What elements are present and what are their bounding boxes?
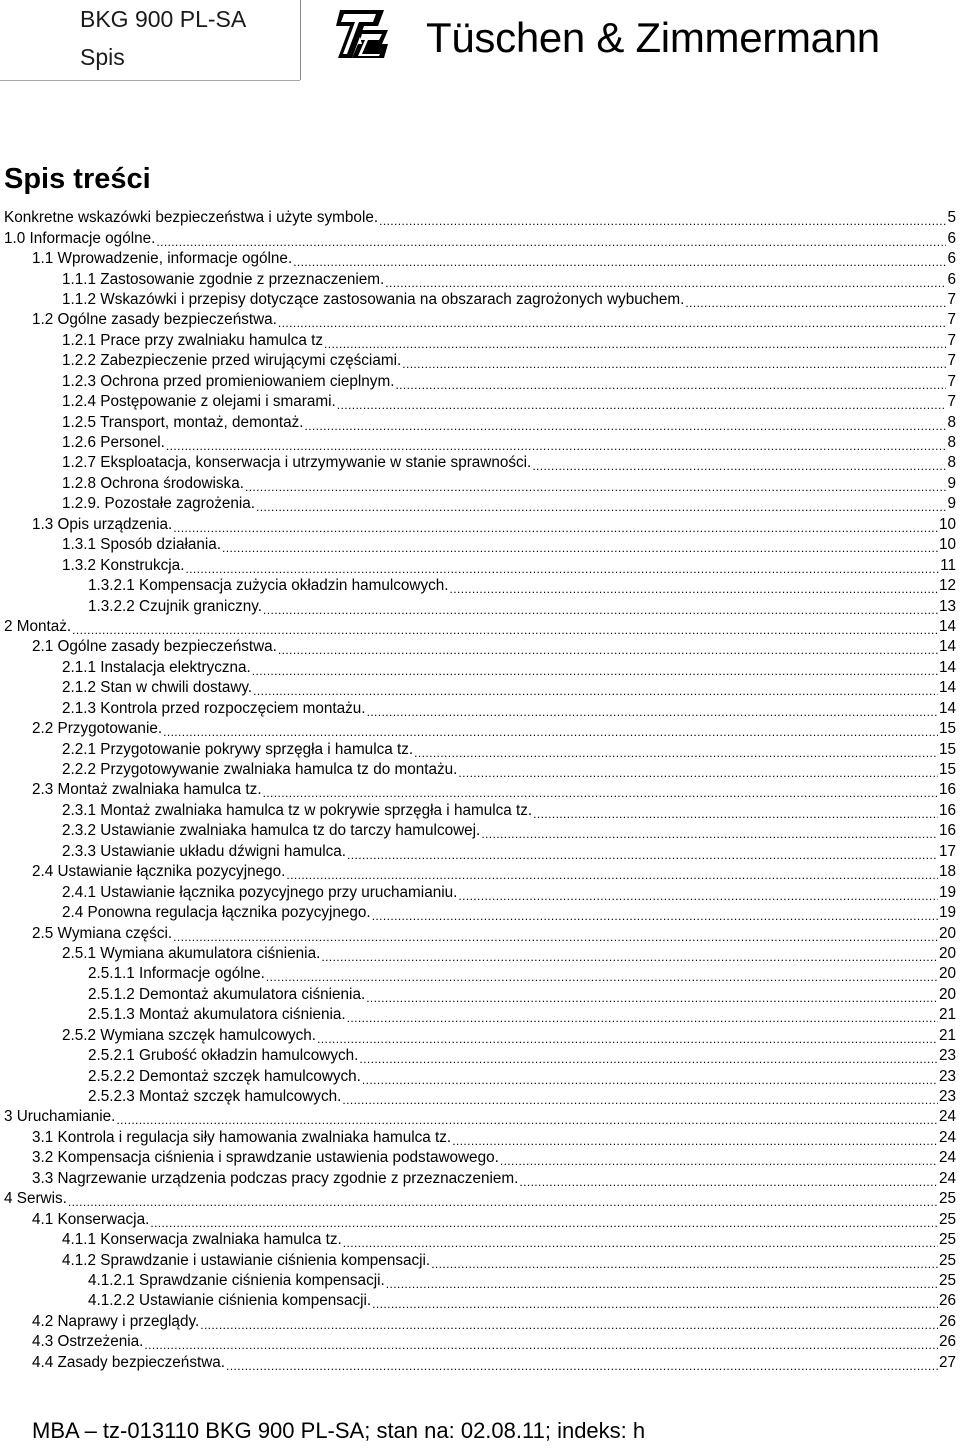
- page-header: [0, 0, 960, 80]
- toc-dot-leader: [222, 541, 938, 555]
- toc-entry-title: 1.3 Opis urządzenia.: [32, 515, 173, 533]
- toc-dot-leader: [278, 643, 938, 657]
- toc-entry[interactable]: [0, 821, 960, 841]
- toc-dot-leader: [116, 1113, 938, 1127]
- toc-entry-title: 1.2.6 Personel.: [62, 434, 165, 452]
- toc-entry-page: 14: [938, 617, 956, 635]
- toc-entry-page: 16: [938, 822, 956, 840]
- toc-entry-page: 27: [938, 1353, 956, 1371]
- toc-entry-title: 2.5 Wymiana części.: [32, 924, 173, 942]
- toc-entry-page: 19: [938, 883, 956, 901]
- table-of-contents: [0, 208, 960, 1373]
- toc-entry[interactable]: [0, 862, 960, 882]
- tz-logo-icon: [332, 6, 392, 62]
- toc-entry-title: 2.5.2.2 Demontaż szczęk hamulcowych.: [88, 1067, 361, 1085]
- toc-entry-title: 2.2.2 Przygotowywanie zwalniaka hamulca tz do montażu.: [62, 761, 458, 779]
- toc-entry-page: 6: [947, 270, 956, 288]
- toc-entry[interactable]: [0, 290, 960, 310]
- toc-entry[interactable]: [0, 372, 960, 392]
- toc-entry[interactable]: [0, 474, 960, 494]
- toc-entry[interactable]: [0, 739, 960, 759]
- toc-entry[interactable]: [0, 1107, 960, 1127]
- toc-entry-title: 1.2.1 Prace przy zwalniaku hamulca tz: [62, 331, 324, 349]
- toc-entry-page: 20: [938, 924, 956, 942]
- toc-entry-title: 4.1.2 Sprawdzanie i ustawianie ciśnienia kompensacji.: [62, 1251, 431, 1269]
- toc-entry-page: 16: [938, 781, 956, 799]
- toc-entry-title: 2.3.1 Montaż zwalniaka hamulca tz w pokrywie sprzęgła i hamulca tz.: [62, 801, 533, 819]
- toc-entry-title: 2.5.1.1 Informacje ogólne.: [88, 965, 265, 983]
- toc-entry[interactable]: [0, 392, 960, 412]
- toc-dot-leader: [481, 827, 938, 841]
- toc-entry[interactable]: [0, 842, 960, 862]
- toc-entry-title: 2.5.2.3 Montaż szczęk hamulcowych.: [88, 1088, 342, 1106]
- toc-entry-title: 2.2 Przygotowanie.: [32, 720, 163, 738]
- toc-entry[interactable]: [0, 1046, 960, 1066]
- toc-entry-page: 17: [938, 842, 956, 860]
- toc-entry[interactable]: [0, 964, 960, 984]
- toc-entry-page: 7: [947, 290, 956, 308]
- toc-entry[interactable]: [0, 801, 960, 821]
- toc-entry[interactable]: [0, 678, 960, 698]
- toc-entry[interactable]: [0, 208, 960, 228]
- toc-entry-title: 1.2.2 Zabezpieczenie przed wirującymi częściami.: [62, 352, 402, 370]
- toc-dot-leader: [395, 378, 946, 392]
- toc-dot-leader: [372, 1297, 938, 1311]
- toc-entry-title: 2.3.3 Ustawianie układu dźwigni hamulca.: [62, 842, 347, 860]
- toc-entry-title: 2.5.1.2 Demontaż akumulatora ciśnienia.: [88, 985, 366, 1003]
- toc-entry-title: 1.3.2.1 Kompensacja zużycia okładzin hamulcowych.: [88, 577, 449, 595]
- toc-entry[interactable]: [0, 1169, 960, 1189]
- toc-entry-page: 7: [947, 311, 956, 329]
- toc-entry-title: 1.3.2.2 Czujnik graniczny.: [88, 597, 263, 615]
- toc-entry-page: 19: [938, 904, 956, 922]
- toc-entry-title: 4 Serwis.: [4, 1190, 67, 1208]
- toc-entry[interactable]: [0, 760, 960, 780]
- toc-dot-leader: [256, 500, 946, 514]
- toc-entry-title: 1.2.4 Postępowanie z olejami i smarami.: [62, 393, 336, 411]
- toc-entry[interactable]: [0, 617, 960, 637]
- toc-entry-page: 26: [938, 1292, 956, 1310]
- toc-entry-title: 1.3.1 Sposób działania.: [62, 536, 222, 554]
- toc-dot-leader: [533, 807, 938, 821]
- header-doc-code: BKG 900 PL-SA: [80, 6, 247, 32]
- toc-dot-leader: [414, 746, 938, 760]
- toc-entry[interactable]: [0, 882, 960, 902]
- toc-entry-page: 21: [938, 1006, 956, 1024]
- toc-entry[interactable]: [0, 1026, 960, 1046]
- toc-entry-title: 2.4.1 Ustawianie łącznika pozycyjnego przy uruchamianiu.: [62, 883, 458, 901]
- toc-entry[interactable]: [0, 1291, 960, 1311]
- toc-entry-page: 25: [938, 1251, 956, 1269]
- toc-entry-page: 20: [938, 985, 956, 1003]
- toc-entry-title: 2.1.1 Instalacja elektryczna.: [62, 658, 251, 676]
- toc-entry[interactable]: [0, 596, 960, 616]
- header-section: Spis: [80, 44, 125, 70]
- toc-dot-leader: [266, 970, 938, 984]
- toc-entry-title: 1.2 Ogólne zasady bezpieczeństwa.: [32, 311, 277, 329]
- toc-dot-leader: [253, 684, 938, 698]
- toc-entry-page: 8: [947, 413, 956, 431]
- toc-entry-title: 2.5.1 Wymiana akumulatora ciśnienia.: [62, 944, 321, 962]
- toc-entry[interactable]: [0, 331, 960, 351]
- toc-entry[interactable]: [0, 1066, 960, 1086]
- toc-dot-leader: [367, 705, 938, 719]
- toc-entry[interactable]: [0, 923, 960, 943]
- header-divider: [0, 80, 300, 81]
- toc-dot-leader: [226, 1359, 938, 1373]
- toc-dot-leader: [385, 276, 946, 290]
- toc-dot-leader: [452, 1134, 938, 1148]
- toc-entry-page: 7: [947, 331, 956, 349]
- toc-entry-page: 26: [938, 1312, 956, 1330]
- toc-entry-page: 12: [938, 577, 956, 595]
- toc-entry-page: 20: [938, 965, 956, 983]
- toc-entry[interactable]: [0, 249, 960, 269]
- toc-entry-title: 1.0 Informacje ogólne.: [4, 229, 156, 247]
- toc-entry-title: Konkretne wskazówki bezpieczeństwa i użyte symbole.: [4, 209, 379, 227]
- toc-entry[interactable]: [0, 1087, 960, 1107]
- toc-dot-leader: [362, 1073, 938, 1087]
- toc-entry[interactable]: [0, 1230, 960, 1250]
- toc-entry-title: 4.1 Konserwacja.: [32, 1210, 150, 1228]
- toc-entry-title: 1.2.8 Ochrona środowiska.: [62, 474, 244, 492]
- toc-dot-leader: [252, 664, 938, 678]
- toc-entry-page: 14: [938, 699, 956, 717]
- toc-entry-title: 1.1.1 Zastosowanie zgodnie z przeznaczeniem.: [62, 270, 385, 288]
- toc-dot-leader: [293, 255, 946, 269]
- toc-entry-page: 14: [938, 679, 956, 697]
- toc-entry[interactable]: [0, 1353, 960, 1373]
- toc-entry[interactable]: [0, 699, 960, 719]
- toc-entry-title: 4.1.1 Konserwacja zwalniaka hamulca tz.: [62, 1231, 342, 1249]
- toc-entry-title: 1.2.7 Eksploatacja, konserwacja i utrzymywanie w stanie sprawności.: [62, 454, 532, 472]
- toc-entry-page: 7: [947, 372, 956, 390]
- toc-entry-title: 2.5.1.3 Montaż akumulatora ciśnienia.: [88, 1006, 346, 1024]
- toc-entry-page: 24: [938, 1128, 956, 1146]
- toc-entry-page: 5: [947, 209, 956, 227]
- toc-entry[interactable]: [0, 310, 960, 330]
- page-footer: MBA – tz-013110 BKG 900 PL-SA; stan na: 02.08.11; indeks: h: [32, 1418, 646, 1443]
- toc-dot-leader: [359, 1052, 938, 1066]
- toc-entry-page: 20: [938, 944, 956, 962]
- toc-entry-title: 2 Montaż.: [4, 617, 72, 635]
- toc-entry[interactable]: [0, 1189, 960, 1209]
- toc-entry-title: 4.1.2.2 Ustawianie ciśnienia kompensacji.: [88, 1292, 372, 1310]
- toc-entry-page: 11: [940, 556, 956, 574]
- toc-dot-leader: [163, 725, 938, 739]
- toc-entry-title: 1.2.5 Transport, montaż, demontaż.: [62, 413, 304, 431]
- toc-entry-page: 23: [938, 1067, 956, 1085]
- toc-dot-leader: [278, 316, 947, 330]
- company-name: Tüschen & Zimmermann: [426, 14, 880, 61]
- toc-dot-leader: [321, 950, 938, 964]
- toc-entry[interactable]: [0, 658, 960, 678]
- toc-dot-leader: [347, 1011, 938, 1025]
- toc-dot-leader: [450, 582, 938, 596]
- toc-dot-leader: [68, 1195, 938, 1209]
- toc-dot-leader: [144, 1338, 938, 1352]
- toc-entry-page: 7: [947, 352, 956, 370]
- toc-entry-title: 1.2.3 Ochrona przed promieniowaniem cieplnym.: [62, 372, 395, 390]
- toc-dot-leader: [500, 1154, 938, 1168]
- toc-entry[interactable]: [0, 412, 960, 432]
- toc-entry[interactable]: [0, 985, 960, 1005]
- toc-dot-leader: [173, 930, 938, 944]
- toc-entry[interactable]: [0, 1209, 960, 1229]
- toc-entry-title: 4.3 Ostrzeżenia.: [32, 1333, 144, 1351]
- toc-entry-title: 2.2.1 Przygotowanie pokrywy sprzęgła i hamulca tz.: [62, 740, 414, 758]
- toc-entry[interactable]: [0, 535, 960, 555]
- toc-entry-title: 2.3 Montaż zwalniaka hamulca tz.: [32, 781, 262, 799]
- toc-dot-leader: [304, 419, 946, 433]
- toc-entry[interactable]: [0, 1332, 960, 1352]
- toc-entry[interactable]: [0, 228, 960, 248]
- toc-entry[interactable]: [0, 1312, 960, 1332]
- toc-dot-leader: [150, 1216, 938, 1230]
- toc-entry-title: 1.1 Wprowadzenie, informacje ogólne.: [32, 250, 293, 268]
- toc-entry-page: 14: [938, 638, 956, 656]
- toc-entry-title: 2.4 Ponowna regulacja łącznika pozycyjnego.: [62, 904, 371, 922]
- toc-entry-title: 1.1.2 Wskazówki i przepisy dotyczące zastosowania na obszarach zagrożonych wybuchem.: [62, 290, 685, 308]
- toc-dot-leader: [379, 214, 946, 228]
- toc-dot-leader: [519, 1175, 938, 1189]
- toc-entry[interactable]: [0, 1128, 960, 1148]
- toc-entry[interactable]: [0, 1271, 960, 1291]
- toc-dot-leader: [173, 521, 938, 535]
- toc-dot-leader: [200, 1318, 938, 1332]
- toc-entry-page: 9: [947, 474, 956, 492]
- toc-entry[interactable]: [0, 944, 960, 964]
- toc-dot-leader: [366, 991, 938, 1005]
- toc-entry-title: 2.1.2 Stan w chwili dostawy.: [62, 679, 253, 697]
- toc-entry[interactable]: [0, 1148, 960, 1168]
- toc-dot-leader: [72, 623, 938, 637]
- toc-entry-title: 4.4 Zasady bezpieczeństwa.: [32, 1353, 226, 1371]
- toc-entry-title: 3.3 Nagrzewanie urządzenia podczas pracy zgodnie z przeznaczeniem.: [32, 1169, 519, 1187]
- toc-dot-leader: [685, 296, 946, 310]
- toc-dot-leader: [245, 480, 947, 494]
- toc-entry-title: 2.4 Ustawianie łącznika pozycyjnego.: [32, 863, 286, 881]
- toc-entry[interactable]: [0, 576, 960, 596]
- header-brand: [330, 0, 960, 80]
- toc-entry-page: 14: [938, 658, 956, 676]
- toc-entry-page: 24: [938, 1108, 956, 1126]
- toc-entry-page: 18: [938, 863, 956, 881]
- toc-entry-title: 2.5.2.1 Grubość okładzin hamulcowych.: [88, 1047, 359, 1065]
- toc-entry-title: 4.1.2.1 Sprawdzanie ciśnienia kompensacji.: [88, 1271, 385, 1289]
- toc-dot-leader: [263, 786, 938, 800]
- toc-dot-leader: [402, 357, 946, 371]
- toc-entry-page: 15: [938, 761, 956, 779]
- toc-entry-page: 15: [938, 720, 956, 738]
- toc-entry-title: 4.2 Naprawy i przeglądy.: [32, 1312, 200, 1330]
- toc-entry-page: 16: [938, 801, 956, 819]
- toc-entry-page: 15: [938, 740, 956, 758]
- toc-dot-leader: [337, 398, 947, 412]
- toc-entry-title: 2.5.2 Wymiana szczęk hamulcowych.: [62, 1026, 317, 1044]
- toc-dot-leader: [458, 766, 938, 780]
- toc-entry-page: 24: [938, 1169, 956, 1187]
- header-doc-info: [0, 0, 301, 80]
- toc-entry-page: 25: [938, 1210, 956, 1228]
- toc-entry[interactable]: [0, 555, 960, 575]
- toc-dot-leader: [156, 235, 946, 249]
- toc-entry[interactable]: [0, 719, 960, 739]
- toc-entry-title: 2.1.3 Kontrola przed rozpoczęciem montażu.: [62, 699, 366, 717]
- toc-entry-page: 21: [938, 1026, 956, 1044]
- toc-entry[interactable]: [0, 515, 960, 535]
- toc-entry[interactable]: [0, 1005, 960, 1025]
- toc-dot-leader: [431, 1257, 938, 1271]
- toc-dot-leader: [324, 337, 946, 351]
- toc-entry-page: 13: [938, 597, 956, 615]
- toc-dot-leader: [317, 1032, 938, 1046]
- toc-entry[interactable]: [0, 637, 960, 657]
- toc-entry-page: 6: [947, 250, 956, 268]
- toc-entry-title: 3 Uruchamianie.: [4, 1108, 116, 1126]
- toc-dot-leader: [342, 1093, 938, 1107]
- toc-entry[interactable]: [0, 453, 960, 473]
- toc-entry[interactable]: [0, 494, 960, 514]
- toc-entry-page: 10: [938, 536, 956, 554]
- page-title: Spis treści: [4, 163, 151, 195]
- toc-dot-leader: [263, 603, 938, 617]
- toc-entry[interactable]: [0, 269, 960, 289]
- toc-entry-page: 26: [938, 1333, 956, 1351]
- toc-entry[interactable]: [0, 433, 960, 453]
- toc-entry-title: 3.1 Kontrola i regulacja siły hamowania zwalniaka hamulca tz.: [32, 1128, 452, 1146]
- toc-entry[interactable]: [0, 780, 960, 800]
- toc-entry-page: 23: [938, 1088, 956, 1106]
- toc-entry-title: 3.2 Kompensacja ciśnienia i sprawdzanie ustawienia podstawowego.: [32, 1149, 499, 1167]
- toc-entry[interactable]: [0, 1250, 960, 1270]
- toc-dot-leader: [532, 459, 946, 473]
- toc-entry-title: 2.1 Ogólne zasady bezpieczeństwa.: [32, 638, 277, 656]
- toc-entry-page: 8: [947, 434, 956, 452]
- toc-entry-page: 23: [938, 1047, 956, 1065]
- toc-entry-page: 6: [947, 229, 956, 247]
- toc-dot-leader: [286, 868, 938, 882]
- toc-entry-title: 1.2.9. Pozostałe zagrożenia.: [62, 495, 256, 513]
- toc-entry-title: 1.3.2 Konstrukcja.: [62, 556, 185, 574]
- toc-dot-leader: [458, 889, 938, 903]
- toc-entry-page: 25: [938, 1231, 956, 1249]
- toc-dot-leader: [343, 1236, 938, 1250]
- toc-dot-leader: [166, 439, 947, 453]
- toc-entry-page: 25: [938, 1271, 956, 1289]
- toc-dot-leader: [185, 562, 939, 576]
- toc-entry-page: 8: [947, 454, 956, 472]
- toc-entry-page: 25: [938, 1190, 956, 1208]
- toc-entry[interactable]: [0, 903, 960, 923]
- toc-dot-leader: [372, 909, 938, 923]
- toc-dot-leader: [386, 1277, 938, 1291]
- toc-entry-page: 10: [938, 515, 956, 533]
- toc-entry[interactable]: [0, 351, 960, 371]
- toc-entry-page: 9: [947, 495, 956, 513]
- toc-entry-title: 2.3.2 Ustawianie zwalniaka hamulca tz do tarczy hamulcowej.: [62, 822, 481, 840]
- toc-entry-page: 24: [938, 1149, 956, 1167]
- toc-dot-leader: [347, 848, 938, 862]
- toc-entry-page: 7: [947, 393, 956, 411]
